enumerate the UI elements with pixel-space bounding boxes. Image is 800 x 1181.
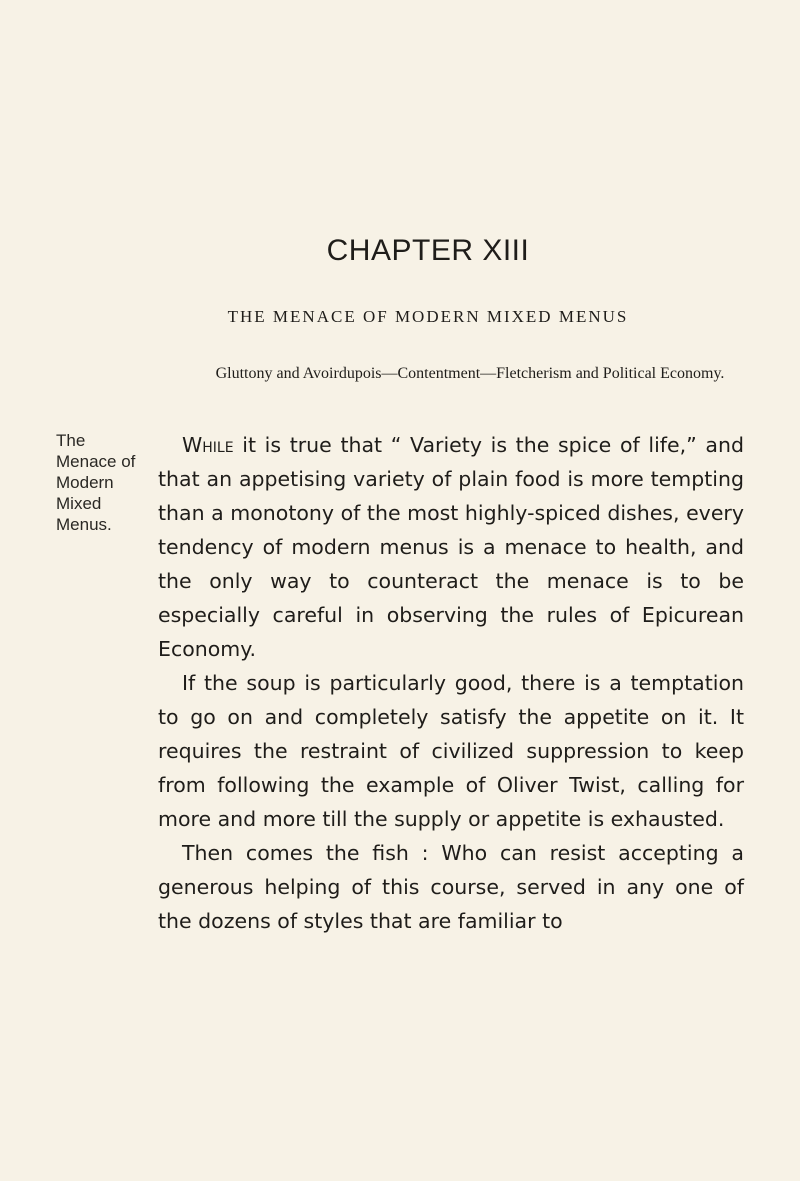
margin-note-line: The <box>56 431 86 450</box>
paragraph: Then comes the fish : Who can resist accepting a generous helping of this course, served in any one of the dozens of styles that are familiar to <box>158 841 744 933</box>
margin-note-line: Menus. <box>56 515 112 534</box>
paragraph: If the soup is particularly good, there is a temptation to go on and completely satisfy the appetite on it. It requires the restraint of civilized suppression to keep from following the example of Oliver Twist, calling for more and more till the supply or appetite is exhausted. <box>158 671 744 831</box>
chapter-title: THE MENACE OF MODERN MIXED MENUS <box>227 307 629 326</box>
margin-note <box>56 430 146 535</box>
chapter-synopsis: Gluttony and Avoirdupois—Contentment—Fletcherism and Political Economy. <box>215 365 725 382</box>
opening-word: While <box>182 433 234 457</box>
body-text <box>158 428 744 938</box>
paragraph-text: it is true that “ Variety is the spice of life,” and that an appetising variety of plain food is more tempting than a monotony of the most highly-spiced dishes, every tendency of modern menus is a menace to health, and the only way to counteract the menace is to be especially careful in observing the rules of Epicurean Economy. <box>158 433 744 661</box>
paragraph <box>158 428 744 666</box>
margin-note-line: Menace of <box>56 452 136 471</box>
margin-note-line: Mixed <box>56 494 102 513</box>
chapter-heading: CHAPTER XIII <box>326 234 530 267</box>
margin-note-line: Modern <box>56 473 114 492</box>
